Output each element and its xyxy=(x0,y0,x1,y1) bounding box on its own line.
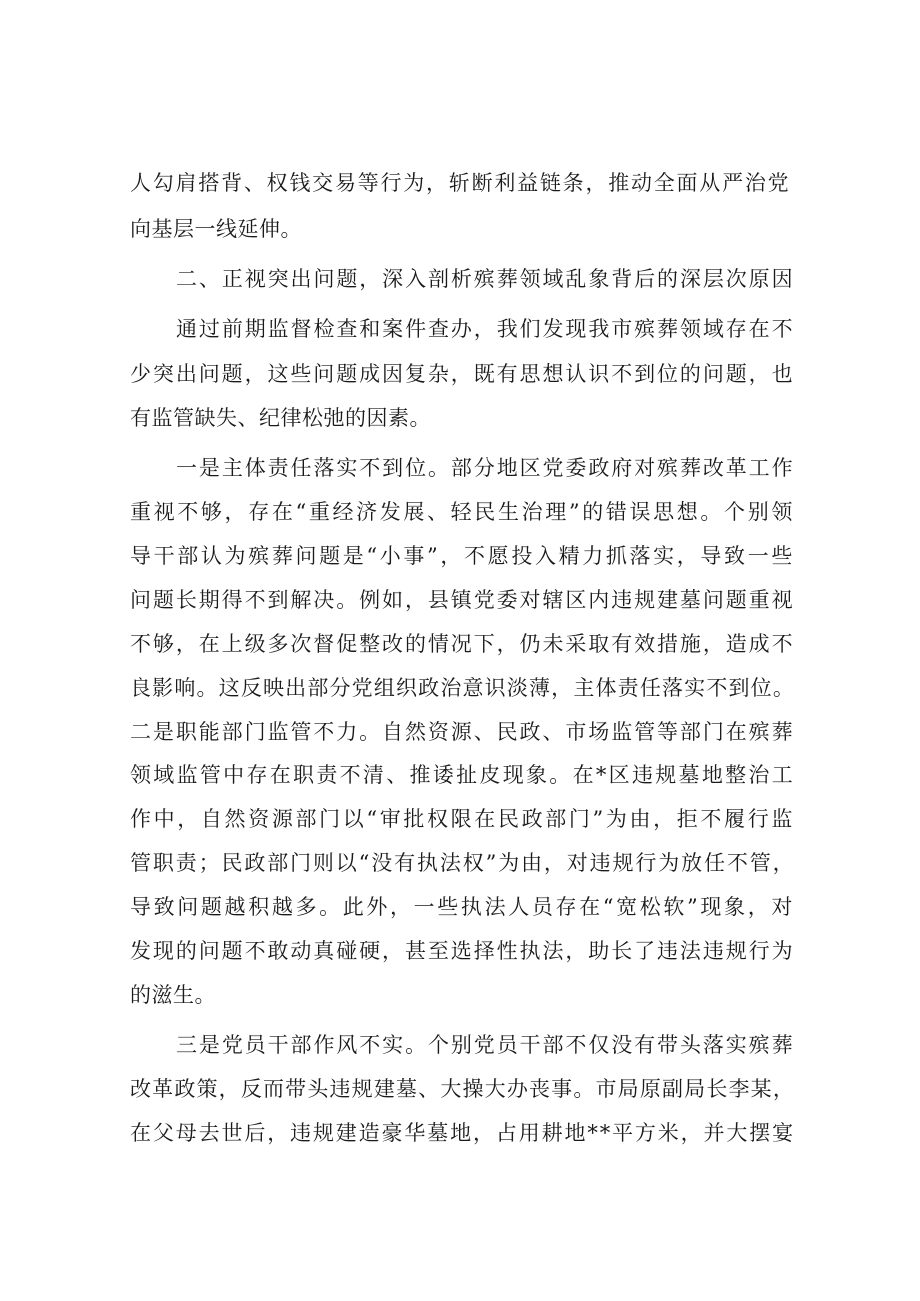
text-line-9: 导干部认为殡葬问题是“小事”，不愿投入精力抓落实，导致一些 xyxy=(130,544,795,568)
text-line-11: 不够，在上级多次督促整改的情况下，仍未采取有效措施，造成不 xyxy=(130,632,795,656)
text-line-22: 在父母去世后，违规建造豪华墓地，占用耕地**平方米，并大摆宴 xyxy=(130,1121,795,1145)
text-line-14: 领域监管中存在职责不清、推诿扯皮现象。在*区违规墓地整治工 xyxy=(130,763,795,787)
text-line-12: 良影响。这反映出部分党组织政治意识淡薄，主体责任落实不到位。 xyxy=(130,676,795,700)
text-line-1: 人勾肩搭背、权钱交易等行为，斩断利益链条，推动全面从严治党 xyxy=(130,171,791,195)
text-line-5: 少突出问题，这些问题成因复杂，既有思想认识不到位的问题，也 xyxy=(130,362,795,386)
text-line-19: 的滋生。 xyxy=(130,983,216,1007)
text-line-7: 一是主体责任落实不到位。部分地区党委政府对殡葬改革工作 xyxy=(176,456,795,480)
section-heading-2: 二、正视突出问题，深入剖析殡葬领域乱象背后的深层次原因 xyxy=(176,267,795,291)
text-line-21: 改革政策，反而带头违规建墓、大操大办丧事。市局原副局长李某， xyxy=(130,1077,795,1101)
text-line-8: 重视不够，存在“重经济发展、轻民生治理”的错误思想。个别领 xyxy=(130,500,795,524)
text-line-2: 向基层一线延伸。 xyxy=(130,217,302,241)
text-line-15: 作中，自然资源部门以“审批权限在民政部门”为由，拒不履行监 xyxy=(130,807,795,831)
text-line-16: 管职责；民政部门则以“没有执法权”为由，对违规行为放任不管， xyxy=(130,851,796,875)
text-line-6: 有监管缺失、纪律松弛的因素。 xyxy=(130,406,431,430)
text-line-10: 问题长期得不到解决。例如，县镇党委对辖区内违规建墓问题重视 xyxy=(130,588,795,612)
text-line-4: 通过前期监督检查和案件查办，我们发现我市殡葬领域存在不 xyxy=(176,317,795,341)
text-line-17: 导致问题越积越多。此外，一些执法人员存在“宽松软”现象，对 xyxy=(130,895,795,919)
text-line-20: 三是党员干部作风不实。个别党员干部不仅没有带头落实殡葬 xyxy=(176,1033,795,1057)
text-line-18: 发现的问题不敢动真碰硬，甚至选择性执法，助长了违法违规行为 xyxy=(130,939,795,963)
text-line-13: 二是职能部门监管不力。自然资源、民政、市场监管等部门在殡葬 xyxy=(130,720,795,744)
